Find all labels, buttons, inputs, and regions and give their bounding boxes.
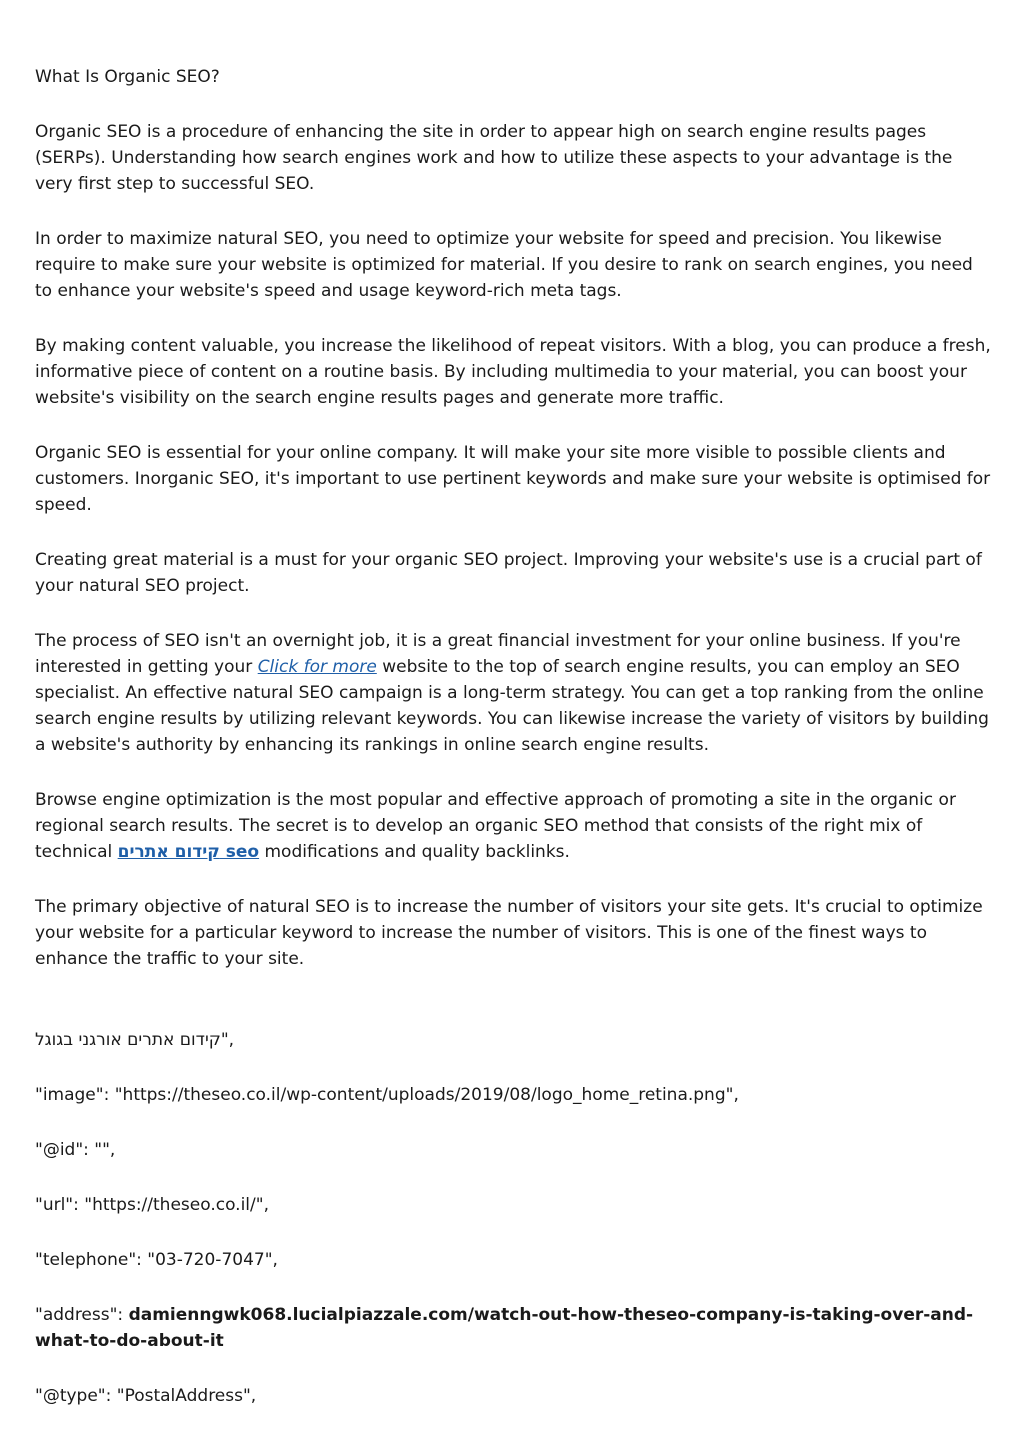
- schema-address-key: "address":: [35, 1305, 129, 1325]
- click-for-more-link[interactable]: Click for more: [257, 657, 377, 677]
- document-page: [35, 64, 995, 1438]
- schema-address-line: [35, 1302, 995, 1354]
- paragraph-6: [35, 628, 995, 758]
- paragraph-7-text-before: Browse engine optimization is the most popular and effective approach of promoting a site in the organic or regional search results. The secret is to develop an organic SEO method that consists of the right mix of technical: [35, 790, 956, 862]
- paragraph-7: [35, 787, 995, 865]
- article-title: What Is Organic SEO?: [35, 67, 220, 87]
- schema-telephone-line: "telephone": "03-720-7047",: [35, 1250, 278, 1270]
- schema-name-line: קידום אתרים אורגני בגוגל",: [35, 1030, 235, 1050]
- paragraph-5: Creating great material is a must for your organic SEO project. Improving your website's use is a crucial part of your natural SEO project.: [35, 550, 982, 596]
- paragraph-3: By making content valuable, you increase the likelihood of repeat visitors. With a blog, you can produce a fresh, informative piece of content on a routine basis. By including multimedia to your material, you can boost your website's visibility on the search engine results pages and generate more traffic.: [35, 336, 991, 408]
- paragraph-1: Organic SEO is a procedure of enhancing the site in order to appear high on search engine results pages (SERPs). Understanding how search engines work and how to utilize these aspects to your advantage is the very first step to successful SEO.: [35, 122, 953, 194]
- seo-hebrew-link[interactable]: קידום אתרים seo: [117, 842, 260, 862]
- paragraph-6-text-after: website to the top of search engine results, you can employ an SEO specialist. An effective natural SEO campaign is a long-term strategy. You can get a top ranking from the online search engine results by utilizing relevant keywords. You can likewise increase the variety of visitors by building a website's authority by enhancing its rankings in online search engine results.: [35, 657, 989, 755]
- section-spacer: [35, 1001, 995, 1027]
- paragraph-6-text-before: The process of SEO isn't an overnight job, it is a great financial investment for your online business. If you're interested in getting your: [35, 631, 961, 677]
- schema-url-line: "url": "https://theseo.co.il/",: [35, 1195, 269, 1215]
- schema-address-value: damienngwk068.lucialpiazzale.com/watch-out-how-theseo-company-is-taking-over-and-what-to-do-about-it: [35, 1305, 974, 1351]
- paragraph-2: In order to maximize natural SEO, you need to optimize your website for speed and precision. You likewise require to make sure your website is optimized for material. If you desire to rank on search engines, you need to enhance your website's speed and usage keyword-rich meta tags.: [35, 229, 973, 301]
- paragraph-4: Organic SEO is essential for your online company. It will make your site more visible to possible clients and customers. Inorganic SEO, it's important to use pertinent keywords and make sure your website is optimised for speed.: [35, 443, 991, 515]
- schema-id-line: "@id": "",: [35, 1140, 116, 1160]
- paragraph-7-text-after: modifications and quality backlinks.: [259, 842, 570, 862]
- paragraph-8: The primary objective of natural SEO is to increase the number of visitors your site gets. It's crucial to optimize your website for a particular keyword to increase the number of visitors. This is one of the finest ways to enhance the traffic to your site.: [35, 897, 983, 969]
- schema-type-line: "@type": "PostalAddress",: [35, 1386, 257, 1406]
- schema-image-line: "image": "https://theseo.co.il/wp-content/uploads/2019/08/logo_home_retina.png",: [35, 1085, 739, 1105]
